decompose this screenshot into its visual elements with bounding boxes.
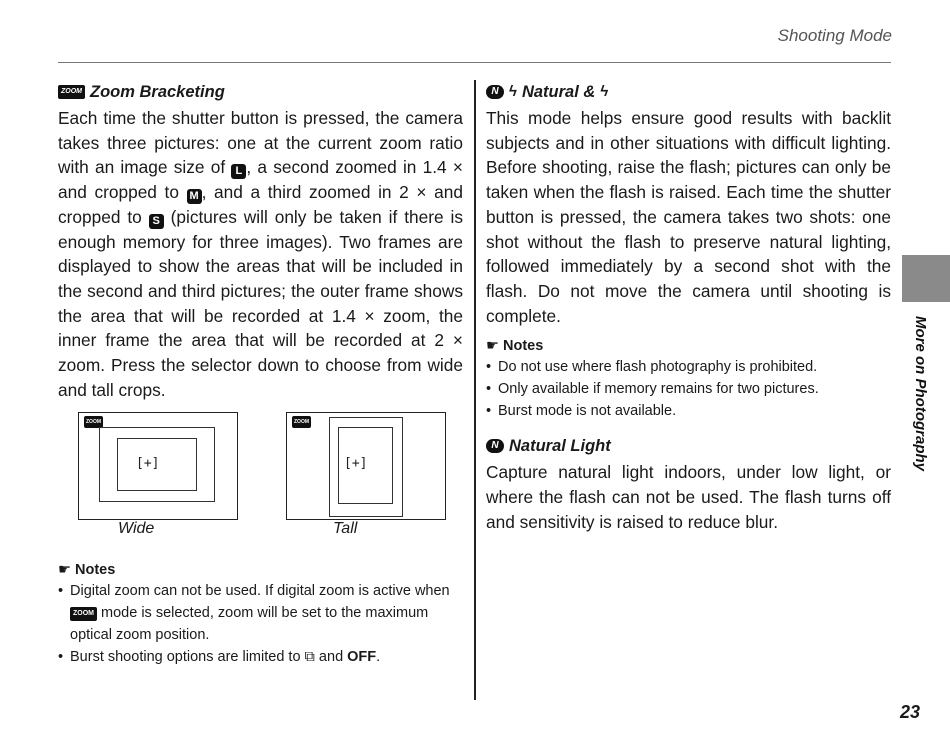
list-item: • Burst shooting options are limited to ⧉ and OFF.: [58, 646, 463, 668]
natural-light-title: Natural Light: [509, 437, 611, 456]
zoom-bracketing-title: Zoom Bracketing: [90, 83, 225, 101]
list-item: • Only available if memory remains for two pictures.: [486, 378, 891, 400]
natural-light-body: Capture natural light indoors, under low light, or where the flash can not be used. The flash turns off and sensitivity is raised to reduce blur.: [486, 462, 891, 532]
side-tab-marker: [902, 255, 950, 302]
zoom-notes-heading: ☛ Notes: [58, 562, 116, 579]
page-number: 23: [899, 702, 920, 722]
flash-icon: ϟ: [509, 83, 517, 100]
wide-caption: Wide: [118, 520, 155, 538]
zoom-bracketing-body: Each time the shutter button is pressed, the camera takes three pictures: one at the current zoom ratio with an image size of L , a second zoomed in 1.4 × and cropped to M , and a third zoomed in 2 × and cropped to S (pictures will only be taken if there is enough memory for three images). Two frames are displayed to show the areas that will be included in the second and third pictures; the outer frame shows the area that will be recorded at 1.4 × zoom, the inner frame the area that will be recorded at 2 × zoom. Press the selector down to choose from wide and tall crops.: [58, 108, 463, 400]
list-item: • Do not use where flash photography is prohibited.: [486, 356, 891, 378]
natural-light-heading: [486, 434, 891, 458]
column-divider: [474, 80, 476, 700]
zoom-notes-list: [58, 580, 463, 668]
image-size-m-icon: M: [187, 189, 202, 204]
image-size-s-icon: S: [149, 214, 164, 229]
natural-notes-heading: ☛ Notes: [486, 338, 544, 355]
image-size-l-icon: L: [231, 164, 246, 179]
tall-crop-figure: [286, 412, 446, 520]
list-item: • Burst mode is not available.: [486, 400, 891, 422]
list-item: • Digital zoom can not be used. If digital zoom is active when ZOOM mode is selected, zoom will be set to the maximum optical zoom position.: [58, 580, 463, 646]
zoom-bracketing-icon: ZOOM: [70, 607, 97, 621]
crop-figures: [58, 412, 463, 552]
header-divider: [58, 62, 891, 63]
zoom-bracketing-heading: [58, 80, 463, 104]
right-column: [486, 80, 891, 534]
page-header-title: Shooting Mode: [777, 26, 892, 45]
zoom-mini-icon: ZOOM: [292, 416, 311, 428]
natural-flash-icon: N: [486, 85, 504, 99]
flash-icon: ϟ: [600, 83, 609, 100]
natural-flash-body: This mode helps ensure good results with backlit subjects and in other situations with difficult lighting. Before shooting, raise the flash; pictures can only be taken when the flash is raised. Each time the shutter button is pressed, the camera takes two shots: one shot without the flash to preserve natural lighting, followed immediately by a second shot with the flash. Do not move the camera until shooting is complete.: [486, 108, 891, 326]
left-column: [58, 80, 463, 668]
pointing-hand-icon: ☛: [58, 562, 71, 579]
af-frame-icon: [+]: [136, 456, 160, 472]
natural-light-icon: N: [486, 439, 504, 453]
natural-flash-title: Natural &: [521, 83, 596, 101]
natural-notes-list: [486, 356, 891, 422]
burst-icon: ⧉: [304, 649, 315, 666]
zoom-mini-icon: ZOOM: [84, 416, 103, 428]
side-tab-label: More on Photography: [912, 316, 929, 471]
natural-flash-heading: [486, 80, 891, 104]
pointing-hand-icon: ☛: [486, 338, 499, 355]
af-frame-icon: [+]: [344, 456, 368, 472]
wide-crop-figure: [78, 412, 238, 520]
tall-caption: Tall: [333, 520, 358, 538]
zoom-bracketing-icon: ZOOM: [58, 85, 85, 99]
